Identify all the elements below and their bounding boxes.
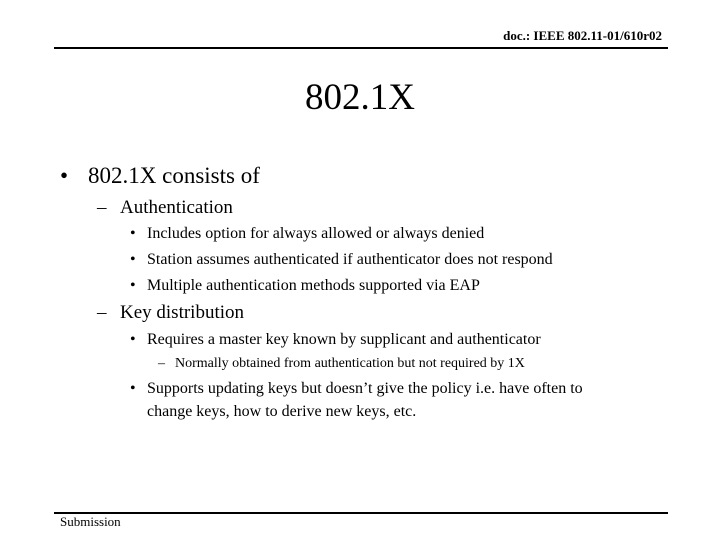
key-distribution-heading: Key distribution bbox=[120, 302, 245, 323]
bullet-marker: • bbox=[130, 331, 136, 348]
header-divider bbox=[54, 47, 668, 49]
bullet-marker: • bbox=[130, 380, 136, 397]
bullet-marker: • bbox=[130, 225, 136, 242]
key-item-master-key: Requires a master key known by supplicant and authenticator bbox=[147, 331, 541, 348]
key-subitem-normally-obtained: Normally obtained from authentication but not required by 1X bbox=[175, 356, 525, 371]
auth-item-eap: Multiple authentication methods supported via EAP bbox=[147, 277, 480, 294]
dash-marker: – bbox=[158, 356, 165, 371]
authentication-heading: Authentication bbox=[120, 197, 233, 218]
dash-marker: – bbox=[97, 197, 107, 218]
auth-item-always-allowed: Includes option for always allowed or always denied bbox=[147, 225, 485, 242]
bullet-marker: • bbox=[130, 277, 136, 294]
slide-title: 802.1X bbox=[305, 77, 415, 118]
dash-marker: – bbox=[97, 302, 107, 323]
footer-submission: Submission bbox=[60, 514, 121, 529]
document-id: doc.: IEEE 802.11-01/610r02 bbox=[503, 28, 662, 43]
bullet-marker: • bbox=[130, 251, 136, 268]
auth-item-station-assumes: Station assumes authenticated if authenticator does not respond bbox=[147, 251, 553, 268]
bullet-marker: • bbox=[60, 163, 69, 188]
bullet-main: 802.1X consists of bbox=[88, 163, 260, 188]
key-item-updating-keys-line1: Supports updating keys but doesn’t give the policy i.e. have often to bbox=[147, 380, 583, 397]
key-item-updating-keys-line2: change keys, how to derive new keys, etc. bbox=[147, 403, 417, 420]
footer-divider bbox=[54, 512, 668, 514]
